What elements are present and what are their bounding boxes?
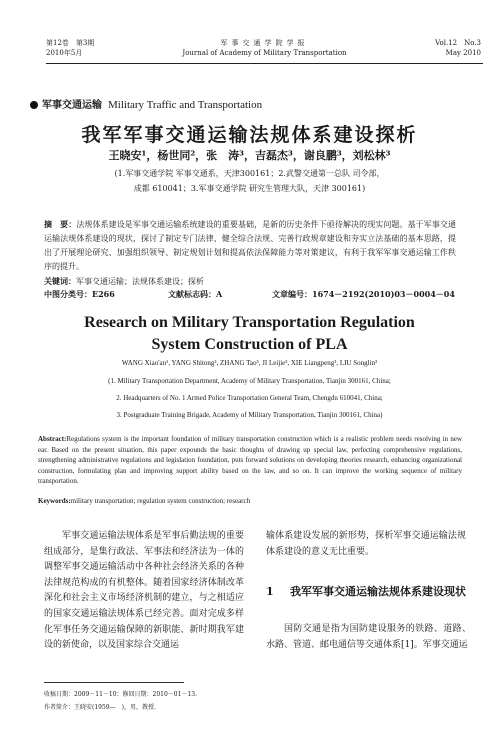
section-heading-1: [266, 584, 471, 599]
authors-cn: 王晓安¹，杨世同²，张 涛³，吉磊杰³，谢良鹏³，刘松林³: [108, 149, 391, 162]
affiliation-en-3: 3. Postgraduate Training Brigade, Academy of Military Transportation, Tianjin 300161, China): [116, 411, 383, 419]
footnote-received: 收稿日期：2009－11－10；修回日期：2010－01－13.: [44, 691, 197, 698]
date-cn: 2010年5月: [46, 49, 83, 57]
header-center: [46, 38, 483, 58]
affiliation-cn-line1: (1.军事交通学院 军事交通系，天津300161；2.武警交通第一总队 司令部，: [114, 169, 385, 178]
article-title-en-line2: System Construction of PLA: [151, 336, 348, 353]
authors-en: WANG Xiao'an¹, YANG Shitong², ZHANG Tao³, JI Leijie³, XIE Liangpeng³, LIU Songlin³: [121, 359, 378, 367]
keywords-en: [38, 497, 250, 505]
section-heading-text: 我军军事交通运输法规体系建设现状: [290, 585, 466, 598]
abstract-en-label: Abstract:: [38, 435, 67, 443]
section-heading-number: 1: [266, 585, 274, 598]
abstract-en: [38, 434, 462, 487]
abstract-en-text: Regulations system is the important foundation of military transportation construction which is a realistic problem needs resolving in new ear. Based on the present situation, this paper expounds the basic thoughts of drawing up special law, perfecting comprehensive regulations, strengthening administrative regulations and legislation foundation, puts forward solutions on developing theories research, enhancing organizational construction, formulating plan and improving support ability based on the law, and so on. It can improve the working sequence of military transportation.: [38, 435, 462, 485]
journal-name-en: Journal of Academy of Military Transportation: [182, 49, 347, 57]
bullet-icon: [30, 101, 38, 109]
body-right-column-top: 输体系建设发展的新形势，探析军事交通运输法规体系建设的意义无比重要。: [266, 531, 466, 557]
section-name-cn: 军事交通运输: [42, 100, 102, 111]
keywords-cn-label: 关键词：: [44, 276, 76, 286]
header-right: [435, 38, 481, 58]
keywords-cn-text: 军事交通运输；法规体系建设；探析: [76, 277, 204, 286]
section-label: [30, 96, 262, 111]
clc-number: 中图分类号：E266: [44, 289, 115, 299]
footnote-author-bio: 作者简介：王晓安(1959— )，男，教授.: [44, 704, 156, 711]
abstract-cn: [44, 217, 456, 274]
keywords-en-label: Keywords:: [38, 497, 71, 505]
date-en: May 2010: [445, 49, 481, 57]
body-right-column-bottom: 国防交通是指为国防建设服务的铁路、道路、水路、管道、邮电通信等交通体系[1]。军事交通运: [266, 624, 471, 650]
keywords-cn: [44, 276, 204, 287]
article-title-cn: 我军军事交通运输法规体系建设探析: [81, 124, 418, 146]
abstract-cn-text: 法规体系建设是军事交通运输系统建设的重要基础，是新的历史条件下亟待解决的现实问题。基于军事交通运输法规体系建设的现状，探讨了制定专门法律、健全综合法规、完善行政规章建设和夯实立法基础的基本思路，提出了开展理论研究、加强组织领导、制定规划计划和提高依法保障能力等对策建议，有利于我军军事交通运输工作秩序的提升。: [44, 220, 457, 271]
article-number: 文章编号：1674－2192(2010)03－0004－04: [272, 289, 455, 299]
affiliation-en-2: 2. Headquarters of No. 1 Armed Police Transportation General Team, Chengdu 610041, China;: [116, 394, 383, 402]
volume-issue-en: Vol.12 No.3: [435, 39, 481, 47]
keywords-en-text: military transportation; regulation system construction; research: [70, 497, 251, 505]
document-code: 文献标志码：A: [168, 289, 223, 299]
affiliation-cn-line2: 成都 610041；3.军事交通学院 研究生管理大队，天津 300161): [133, 184, 366, 193]
abstract-cn-label: 摘 要：: [44, 219, 77, 229]
section-name-en: Military Traffic and Transportation: [108, 99, 263, 111]
affiliation-en-1: (1. Military Transportation Department, Academy of Military Transportation, Tianjin 300161, China;: [108, 377, 391, 385]
journal-name-cn: 军事交通学院学报: [220, 39, 309, 47]
body-left-column: 军事交通运输法规体系是军事后勤法规的重要组成部分，是集行政法、军事法和经济法为一体的调整军事交通运输活动中各种社会经济关系的各种法律规范构成的有机整体。随着国家经济体制改革深化和社会主义市场经济机制的建立，与之相适应的国家交通运输法规体系已经完善。面对完成多样化军事任务交通运输保障的新职能、新时期我军建设的新使命，以及国家综合交通运: [44, 531, 244, 651]
article-title-en-line1: Research on Military Transportation Regulation: [84, 314, 415, 331]
footnote-divider: [44, 682, 184, 683]
volume-issue-cn: 第12卷 第3期: [46, 39, 95, 47]
page-header: [46, 38, 483, 64]
